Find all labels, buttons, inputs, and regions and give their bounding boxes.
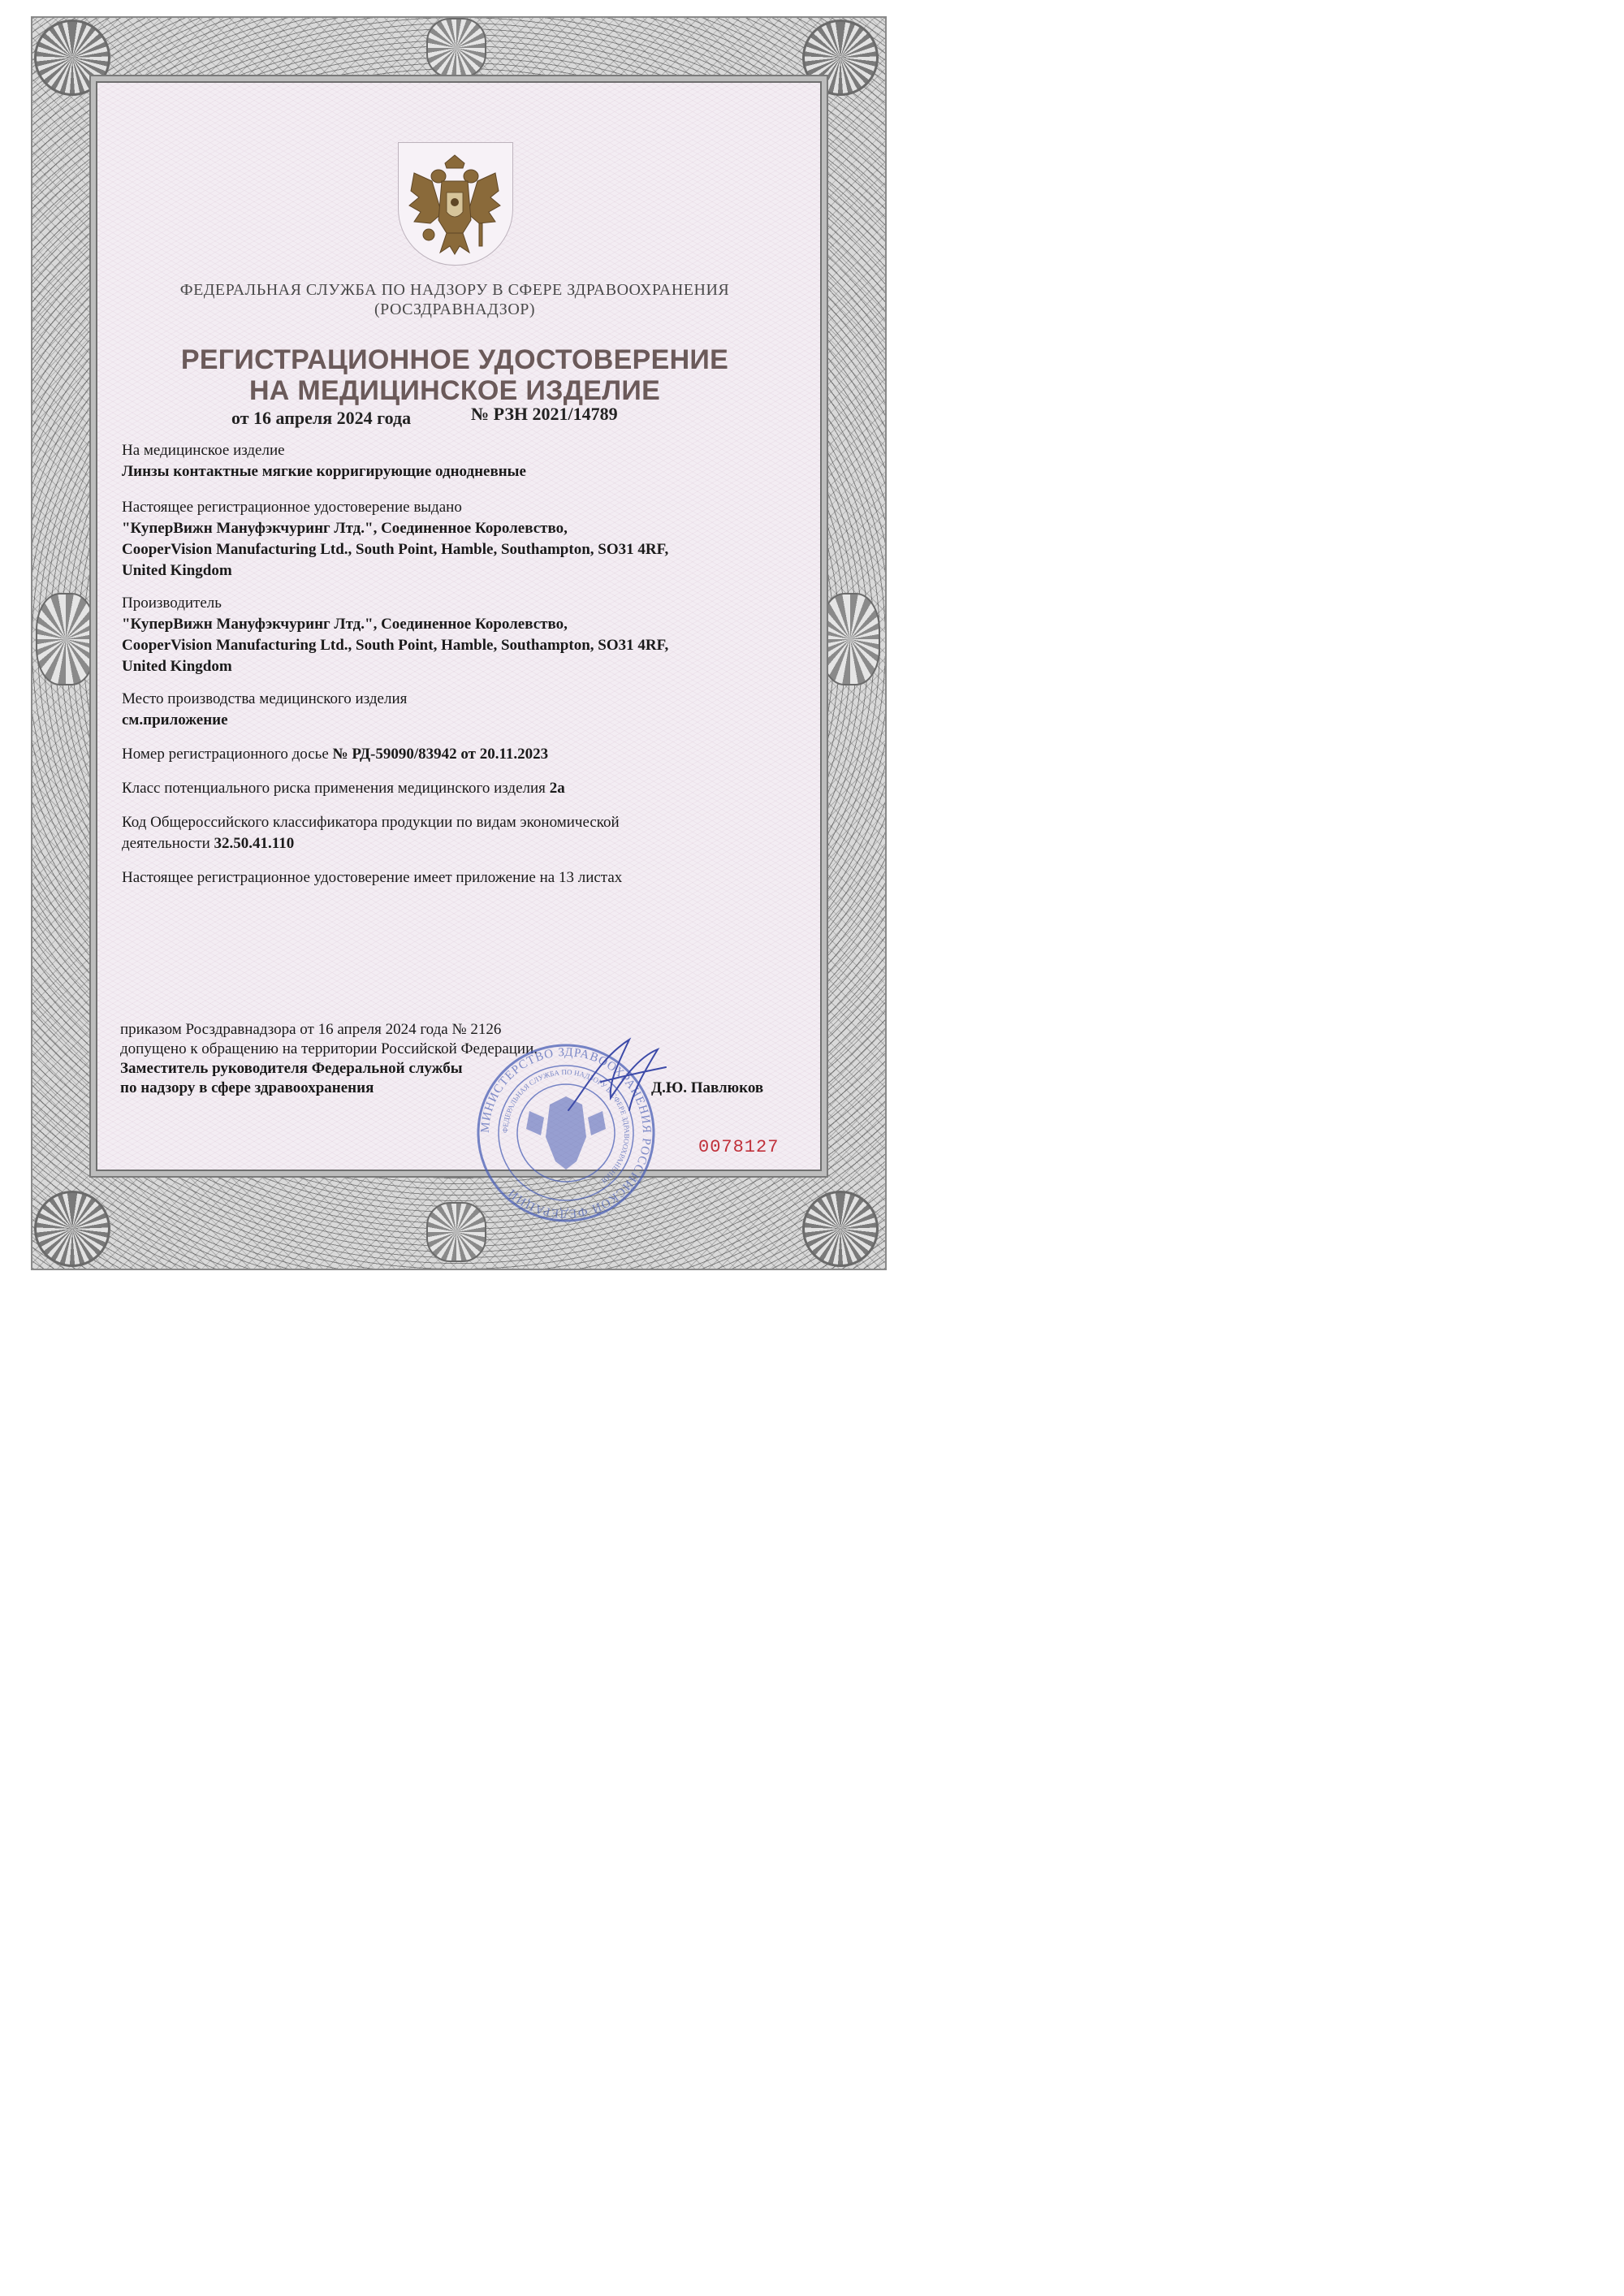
signatory-position-line2: по надзору в сфере здравоохранения <box>120 1079 374 1096</box>
manufacturer-label: Производитель <box>122 595 222 612</box>
issued-to-line: United Kingdom <box>122 562 232 579</box>
risk-value: 2а <box>549 780 565 797</box>
okpd-label-line1: Код Общероссийского классификатора продукции по видам экономической <box>122 814 620 831</box>
corner-rosette-bottom-left <box>34 1191 110 1267</box>
side-rosette-right <box>820 593 880 685</box>
device-section <box>122 440 788 482</box>
stamp-inner-text: ФЕДЕРАЛЬНАЯ СЛУЖБА ПО НАДЗОРУ В СФЕРЕ ЗДРАВООХРАНЕНИЯ <box>500 1067 632 1185</box>
stamp-outer-text: МИНИСТЕРСТВО ЗДРАВООХРАНЕНИЯ РОССИЙСКОЙ ФЕДЕРАЦИИ <box>478 1045 654 1221</box>
side-rosette-left <box>36 593 96 685</box>
double-headed-eagle-emblem <box>406 149 503 258</box>
risk-class-line <box>122 778 788 799</box>
order-reference: приказом Росздравнадзора от 16 апреля 2024 года № 2126 <box>120 1021 502 1038</box>
issue-date: от 16 апреля 2024 года <box>231 408 412 428</box>
manufacturer-section <box>122 593 788 677</box>
certificate-page <box>0 0 909 1286</box>
okpd-label-line2: деятельности <box>122 835 210 852</box>
site-value: см.приложение <box>122 711 228 729</box>
device-label: На медицинское изделие <box>122 442 285 459</box>
dossier-label: Номер регистрационного досье <box>122 746 329 763</box>
risk-label: Класс потенциального риска применения медицинского изделия <box>122 780 546 797</box>
issued-to-line: CooperVision Manufacturing Ltd., South Point, Hamble, Southampton, SO31 4RF, <box>122 541 669 558</box>
appendix-note: Настоящее регистрационное удостоверение имеет приложение на 13 листах <box>122 869 623 886</box>
side-rosette-top-center <box>426 18 486 78</box>
handwritten-signature <box>552 1033 674 1122</box>
document-title-line1: РЕГИСТРАЦИОННОЕ УДОСТОВЕРЕНИЕ <box>180 344 729 375</box>
dossier-value: № РД-59090/83942 от 20.11.2023 <box>332 746 549 763</box>
manufacturer-line: United Kingdom <box>122 658 232 675</box>
dossier-line <box>122 744 788 765</box>
corner-rosette-bottom-right <box>802 1191 879 1267</box>
signatory-position-line1: Заместитель руководителя Федеральной службы <box>120 1060 463 1077</box>
registration-number: № РЗН 2021/14789 <box>471 404 618 424</box>
signature-block <box>120 1020 794 1098</box>
device-name: Линзы контактные мягкие корригирующие однодневные <box>122 463 526 480</box>
admission-statement: допущено к обращению на территории Российской Федерации. <box>120 1040 538 1057</box>
site-label: Место производства медицинского изделия <box>122 690 408 707</box>
issued-label: Настоящее регистрационное удостоверение выдано <box>122 499 462 516</box>
issued-to-section <box>122 497 788 582</box>
serial-number: 0078127 <box>698 1137 780 1157</box>
manufacturer-line: "КуперВижн Мануфэкчуринг Лтд.", Соединенное Королевство, <box>122 616 568 633</box>
manufacturer-line: CooperVision Manufacturing Ltd., South Point, Hamble, Southampton, SO31 4RF, <box>122 637 669 654</box>
issued-to-line: "КуперВижн Мануфэкчуринг Лтд.", Соединенное Королевство, <box>122 520 568 537</box>
agency-name: ФЕДЕРАЛЬНАЯ СЛУЖБА ПО НАДЗОРУ В СФЕРЕ ЗДРАВООХРАНЕНИЯ <box>179 281 730 299</box>
agency-abbreviation: (РОСЗДРАВНАДЗОР) <box>374 301 536 318</box>
production-site-section <box>122 689 788 731</box>
okpd-section <box>122 812 788 854</box>
signatory-name: Д.Ю. Павлюков <box>651 1079 764 1096</box>
document-title-line2: НА МЕДИЦИНСКОЕ ИЗДЕЛИЕ <box>248 375 661 406</box>
okpd-code: 32.50.41.110 <box>214 835 295 852</box>
